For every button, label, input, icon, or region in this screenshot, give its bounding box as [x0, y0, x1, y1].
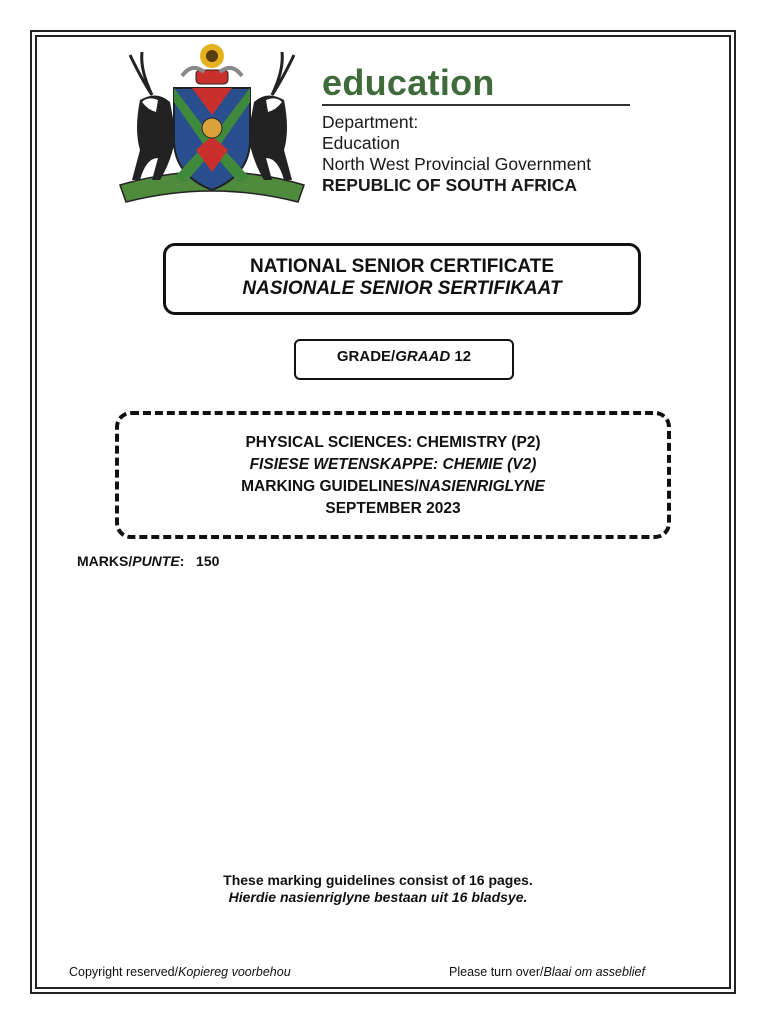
page-count-note: [0, 872, 756, 906]
marks-label: MARKS/: [77, 553, 133, 569]
subject-title-af: FISIESE WETENSKAPPE: CHEMIE (V2): [249, 456, 537, 473]
certificate-box: [163, 243, 641, 315]
certificate-title-af: NASIONALE SENIOR SERTIFIKAAT: [242, 278, 562, 299]
grade-value: 12: [454, 348, 472, 365]
footer-turn-over-en: Please turn over/: [449, 965, 544, 979]
provincial-government: North West Provincial Government: [322, 154, 592, 174]
footer-turn-over-af: Blaai om asseblief: [543, 965, 645, 979]
department-name: Education: [322, 133, 400, 153]
grade-box: [294, 339, 514, 380]
grade-label: GRADE/: [336, 348, 396, 365]
footer-turn-over: [449, 965, 645, 979]
footer-copyright: [69, 965, 291, 979]
marks-label-af: PUNTE: [132, 553, 180, 569]
subject-box: [115, 411, 671, 539]
document-type-en: MARKING GUIDELINES/: [241, 478, 419, 495]
footer-copyright-af: Kopiereg voorbehou: [178, 965, 291, 979]
document-type-af: NASIENRIGLYNE: [418, 478, 545, 495]
subject-title-en: PHYSICAL SCIENCES: CHEMISTRY (P2): [245, 434, 541, 451]
page-count-af: Hierdie nasienriglyne bestaan uit 16 bladsye.: [228, 889, 528, 905]
page-count-en: These marking guidelines consist of 16 pages.: [223, 872, 533, 888]
header-divider: [322, 104, 630, 106]
footer-copyright-en: Copyright reserved/: [69, 965, 179, 979]
marks-value: 150: [196, 553, 220, 569]
marks-colon: :: [179, 553, 185, 569]
department-label: Department:: [322, 112, 419, 132]
document-type: [119, 476, 667, 498]
certificate-title-en: NATIONAL SENIOR CERTIFICATE: [250, 256, 554, 277]
exam-date: SEPTEMBER 2023: [325, 500, 461, 517]
marks-line: [77, 553, 219, 569]
department-brand-title: education: [322, 62, 495, 103]
republic-name: REPUBLIC OF SOUTH AFRICA: [322, 175, 578, 195]
coat-of-arms-icon: [112, 40, 312, 215]
grade-label-af: GRAAD: [395, 348, 451, 365]
